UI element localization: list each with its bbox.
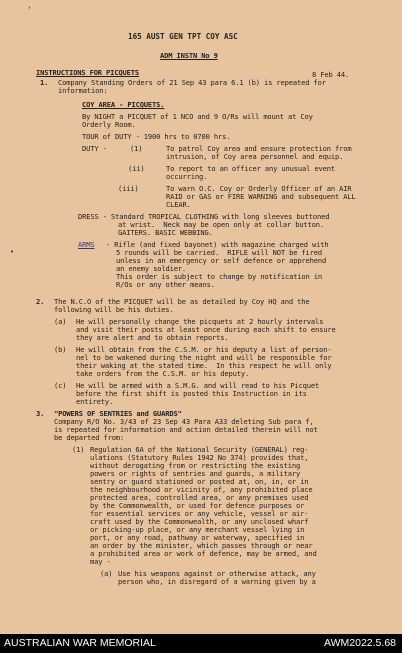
arms-line: R/Os or any other means. (116, 280, 215, 289)
duty-label: DUTY - (82, 144, 107, 153)
sub-para-number: (a) (54, 317, 67, 326)
regulation-line: powers or rights of sentries and guards, a military (90, 469, 301, 478)
regulation-line: by the Commonwealth, or used for defence purposes or (90, 501, 305, 510)
regulation-line: sentry or guard stationed or posted at, on, in, or in (90, 477, 309, 486)
duty-item-line: To report to an officer any unusual event (166, 164, 335, 173)
sub-para-number: (c) (54, 381, 67, 390)
sub-para-line: and visit their posts at least once during each shift to ensure (76, 325, 336, 334)
sub-para-line: their waking at the stated time. In this respect he will only (76, 361, 332, 370)
night-picquet-line: Orderly Room. (82, 120, 136, 129)
sub-para-line: take orders from the C.S.M. or his deputy. (76, 369, 250, 378)
para-3-line: is repeated for information and action detailed therein will not (54, 425, 318, 434)
footer-bar (0, 634, 402, 653)
document-date: 8 Feb 44. (312, 70, 350, 79)
sub-para-line: they are alert and to obtain reports. (76, 333, 229, 342)
regulation-line: craft used by the Commonwealth, or any unclosed wharf (90, 517, 309, 526)
duty-item-number: (ii) (128, 164, 145, 173)
duty-item-line: intrusion, of Coy area personnel and equip. (166, 152, 344, 161)
sub-para-line: He will personally change the picquets at 2 hourly intervals (76, 317, 324, 326)
para-3-line: be departed from: (54, 433, 125, 442)
regulation-line: an order by the minister, which passes through or near (90, 541, 313, 550)
duty-item-number: (1) (130, 144, 143, 153)
regulation-line: or picking-up place, or any merchant vessel lying in (90, 525, 305, 534)
regulation-line: port, or any road, pathway or waterway, specified in (90, 533, 305, 542)
para-1-line: information: (58, 86, 108, 95)
regulation-line: ulations (Statutory Rules 1942 No 374) provides that, (90, 453, 309, 462)
coy-area-heading: COY AREA - PICQUETS. (82, 100, 165, 109)
regulation-line: a prohibited area or work of defence, may be armed, and (90, 549, 317, 558)
duty-item-line: To patrol Coy area and ensure protection from (166, 144, 352, 153)
dress-line: GAITERS. BASIC WEBBING. (118, 228, 213, 237)
sub-para-line: before the first shift is posted this Instruction in its (76, 389, 307, 398)
sub-item-line: Use his weapons against or otherwise attack, any (118, 569, 316, 578)
regulation-number: (1) (72, 445, 85, 454)
regulation-line: protected area, controlled area, or any premises used (90, 493, 309, 502)
para-2-line: following will be his duties. (54, 305, 174, 314)
section-heading: INSTRUCTIONS FOR PICQUETS (36, 68, 140, 77)
duty-item-number: (iii) (118, 184, 139, 193)
regulation-line: Regulation 6A of the National Security (GENERAL) reg- (90, 445, 309, 454)
arms-line: an enemy soldier. (116, 264, 187, 273)
hole-punch-mark: • (10, 248, 15, 256)
sub-para-line: He will be armed with a S.M.G. and will read to his Picquet (76, 381, 320, 390)
para-3-number: 3. (36, 409, 45, 418)
arms-line: unless in an emergency or self defence or apprehend (116, 256, 327, 265)
duty-item-line: CLEAR. (166, 200, 191, 209)
night-picquet-line: By NIGHT a PICQUET of 1 NCO and 9 O/Rs will mount at Coy (82, 112, 313, 121)
para-3-line: Company R/O No. 3/43 of 23 Sep 43 Para A33 deleting Sub para f, (54, 417, 314, 426)
sub-para-line: nel to be wakened during the night and will be responsible for (76, 353, 332, 362)
duty-item-line: RAID or GAS or FIRE WARNING and subsequent ALL (166, 192, 356, 201)
dress-line: at wrist. Neck may be open only at collar button. (118, 220, 325, 229)
arms-line: - Rifle (and fixed bayonet) with magazine charged with (106, 240, 329, 249)
regulation-line: without derogating from or restricting the existing (90, 461, 301, 470)
sub-para-number: (b) (54, 345, 67, 354)
footer-institution: AUSTRALIAN WAR MEMORIAL (4, 637, 156, 649)
tour-of-duty: TOUR of DUTY - 1900 hrs to 0700 hrs. (82, 132, 231, 141)
tick-mark: ʻ (28, 6, 31, 16)
instruction-number: ADM INSTN No 9 (160, 51, 218, 60)
regulation-line: may - (90, 557, 111, 566)
para-1-line: Company Standing Orders of 21 Sep 43 para 6.1 (b) is repeated for (58, 78, 326, 87)
para-1-number: 1. (40, 78, 49, 87)
regulation-line: the neighbourhood or vicinity of, any prohibited place (90, 485, 313, 494)
sub-para-line: He will obtain from the C.S.M. or his deputy a list of person- (76, 345, 332, 354)
regulation-line: for essential services or any vehicle, vessel or air- (90, 509, 309, 518)
footer-reference: AWM2022.5.68 (324, 637, 396, 649)
dress-line: DRESS - Standard TROPICAL CLOTHING with long sleeves buttoned (78, 212, 330, 221)
para-2-number: 2. (36, 297, 45, 306)
sub-item-number: (a) (100, 569, 113, 578)
sub-para-line: entirety. (76, 397, 114, 406)
sub-item-line: person who, in disregard of a warning given by a (118, 577, 316, 586)
arms-label: ARMS (78, 240, 95, 249)
para-3-title: "POWERS OF SENTRIES and GUARDS" (54, 409, 182, 418)
duty-item-line: To warn O.C. Coy or Orderly Officer of an AIR (166, 184, 352, 193)
arms-line: This order is subject to change by notification in (116, 272, 323, 281)
arms-line: 5 rounds will be carried. RIFLE will NOT be fired (116, 248, 323, 257)
unit-title: 165 AUST GEN TPT COY ASC (128, 32, 238, 41)
duty-item-line: occurring. (166, 172, 208, 181)
para-2-line: The N.C.O of the PICQUET will be as detailed by Coy HQ and the (54, 297, 310, 306)
